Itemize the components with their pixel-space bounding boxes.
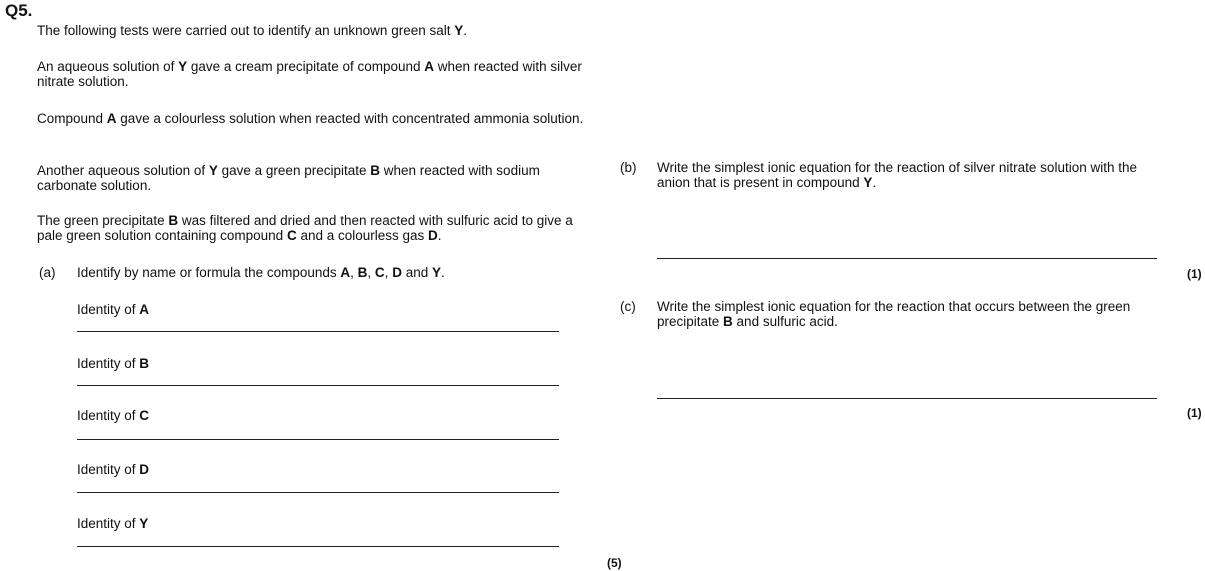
bold-symbol: B [723, 314, 733, 329]
text-run: when reacted with silver nitrate solution. [37, 59, 582, 89]
identity-a-label: Identity of A [77, 302, 150, 317]
identity-b-label: Identity of B [77, 356, 150, 371]
bold-symbol: D [392, 265, 402, 280]
answer-line-y[interactable] [77, 546, 559, 547]
bold-symbol: Y [863, 175, 873, 190]
intro-paragraph [37, 23, 597, 38]
text-run: Identify by name or formula the compounds [77, 265, 341, 280]
identity-c-label: Identity of C [77, 408, 150, 423]
text-run: Write the simplest ionic equation for the reaction that occurs between the green precipitate [657, 299, 1131, 329]
text-run: , [350, 265, 358, 280]
answer-line-part-c[interactable] [657, 398, 1157, 399]
answer-line-a[interactable] [77, 331, 559, 332]
bold-symbol: Y [208, 163, 218, 178]
text-run: was filtered and dried and then reacted with sulfuric acid to give a pale green solution containing compound [37, 213, 573, 243]
bold-symbol: C [286, 228, 297, 243]
question-number: Q5. [5, 1, 33, 20]
text-run: . [872, 175, 877, 190]
identity-y-label: Identity of Y [77, 516, 149, 531]
text-run: and sulfuric acid. [732, 314, 838, 329]
text-run: and a colourless gas [296, 228, 429, 243]
bold-symbol: Y [178, 59, 188, 74]
text-run: . [463, 23, 468, 38]
bold-symbol: B [370, 163, 380, 178]
part-c-marks: (1) [1187, 406, 1202, 420]
part-c-label: (c) [620, 299, 636, 314]
text-run: when reacted with sodium carbonate solution. [37, 163, 540, 193]
bold-symbol: C [374, 265, 385, 280]
text-run: Write the simplest ionic equation for the reaction of silver nitrate solution with the anion that is present in compound [657, 160, 1137, 190]
bold-symbol: B [168, 213, 179, 228]
text-run: The green precipitate [37, 213, 169, 228]
intro-paragraph [37, 59, 597, 89]
bold-symbol: A [106, 111, 117, 126]
text-run: . [440, 265, 445, 280]
text-run: gave a green precipitate [217, 163, 371, 178]
bold-symbol: Y [454, 23, 464, 38]
part-a-marks: (5) [607, 556, 622, 570]
part-b-marks: (1) [1187, 267, 1202, 281]
part-c-text [657, 299, 1157, 329]
part-b-text [657, 160, 1157, 190]
bold-symbol: A [340, 265, 351, 280]
intro-paragraph [37, 111, 597, 126]
bold-symbol: Y [431, 265, 441, 280]
text-run: . [437, 228, 442, 243]
answer-line-c[interactable] [77, 439, 559, 440]
answer-line-part-b[interactable] [657, 258, 1157, 259]
text-run: The following tests were carried out to identify an unknown green salt [37, 23, 455, 38]
text-run: , [384, 265, 393, 280]
text-run: , [367, 265, 375, 280]
bold-symbol: A [424, 59, 435, 74]
intro-paragraph [37, 163, 597, 193]
part-a-label: (a) [39, 265, 56, 280]
answer-line-b[interactable] [77, 385, 559, 386]
text-run: Compound [37, 111, 107, 126]
part-a-text [77, 265, 597, 280]
part-b-label: (b) [620, 160, 637, 175]
text-run: gave a colourless solution when reacted with concentrated ammonia solution. [116, 111, 584, 126]
text-run: An aqueous solution of [37, 59, 179, 74]
text-run: gave a cream precipitate of compound [187, 59, 425, 74]
text-run: Another aqueous solution of [37, 163, 209, 178]
bold-symbol: D [428, 228, 438, 243]
answer-line-d[interactable] [77, 492, 559, 493]
identity-d-label: Identity of D [77, 462, 150, 477]
intro-paragraph [37, 213, 597, 243]
bold-symbol: B [357, 265, 368, 280]
text-run: and [401, 265, 432, 280]
